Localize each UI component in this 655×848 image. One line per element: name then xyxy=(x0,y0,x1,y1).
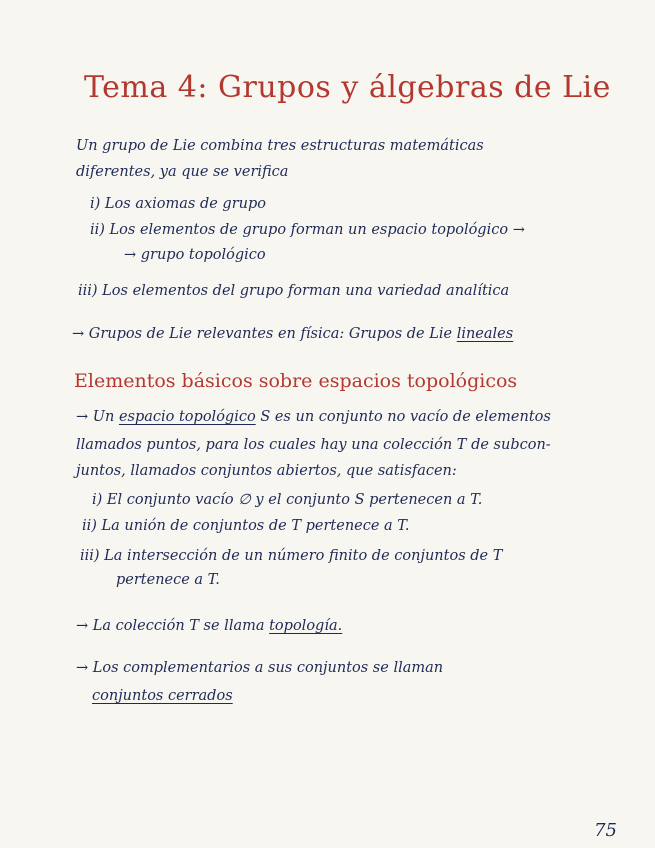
list-item: iii) La intersección de un número finito de conjuntos de T xyxy=(80,548,503,564)
text-line xyxy=(76,409,551,425)
underlined-term: conjuntos cerrados xyxy=(92,688,233,704)
page-number: 75 xyxy=(594,820,617,841)
text-segment: → Grupos de Lie relevantes en física: Grupos de Lie xyxy=(72,326,453,342)
underlined-term: topología. xyxy=(269,618,343,634)
underlined-term: lineales xyxy=(456,326,514,342)
text-segment: S es un conjunto no vacío de elementos xyxy=(260,409,551,425)
text-line: diferentes, ya que se verifica xyxy=(76,164,289,180)
list-item: i) Los axiomas de grupo xyxy=(90,196,266,212)
text-line: pertenece a T. xyxy=(116,572,220,588)
section-heading: Elementos básicos sobre espacios topológicos xyxy=(74,370,518,392)
text-line: Un grupo de Lie combina tres estructuras matemáticas xyxy=(76,138,484,154)
page-title: Tema 4: Grupos y álgebras de Lie xyxy=(84,70,611,105)
text-line: → Los complementarios a sus conjuntos se llaman xyxy=(76,660,444,676)
text-line xyxy=(76,618,342,634)
text-segment: → La colección T se llama xyxy=(76,618,265,634)
list-item: ii) Los elementos de grupo forman un espacio topológico → xyxy=(90,222,525,238)
list-item: ii) La unión de conjuntos de T pertenece a T. xyxy=(82,518,410,534)
text-line: llamados puntos, para los cuales hay una colección T de subcon- xyxy=(76,437,551,453)
text-line xyxy=(72,326,513,342)
text-segment: → Un xyxy=(76,409,115,425)
underlined-term: espacio topológico xyxy=(118,409,256,425)
list-item: i) El conjunto vacío ∅ y el conjunto S pertenecen a T. xyxy=(92,492,483,508)
list-item: iii) Los elementos del grupo forman una variedad analítica xyxy=(78,283,510,299)
text-line: juntos, llamados conjuntos abiertos, que satisfacen: xyxy=(76,463,457,479)
text-line: → grupo topológico xyxy=(124,247,266,263)
